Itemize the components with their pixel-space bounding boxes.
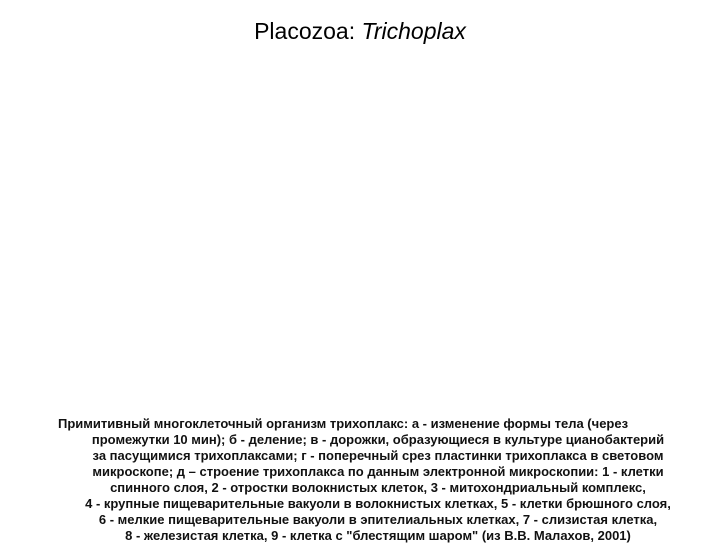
caption-line: за пасущимися трихоплаксами; г - поперечный срез пластинки трихоплакса в световом xyxy=(92,448,664,463)
title-genus: Trichoplax xyxy=(361,18,466,44)
slide-title xyxy=(0,16,720,46)
figure-area xyxy=(30,60,690,400)
figure-caption xyxy=(58,416,698,544)
caption-line: Примитивный многоклеточный организм трихоплакс: а - изменение формы тела (через xyxy=(58,416,629,431)
caption-line: микроскопе; д – строение трихоплакса по данным электронной микроскопии: 1 - клетки xyxy=(92,464,664,479)
caption-line: промежутки 10 мин); б - деление; в - дорожки, образующиеся в культуре цианобактерий xyxy=(91,432,665,447)
title-prefix: Placozoa: xyxy=(254,18,362,44)
caption-line: 4 - крупные пищеварительные вакуоли в волокнистых клетках, 5 - клетки брюшного слоя, xyxy=(85,496,671,511)
caption-line: 8 - железистая клетка, 9 - клетка с "блестящим шаром" (из В.В. Малахов, 2001) xyxy=(125,528,631,543)
caption-line: 6 - мелкие пищеварительные вакуоли в эпителиальных клетках, 7 - слизистая клетка, xyxy=(98,512,658,527)
caption-line: спинного слоя, 2 - отростки волокнистых клеток, 3 - митохондриальный комплекс, xyxy=(110,480,646,495)
